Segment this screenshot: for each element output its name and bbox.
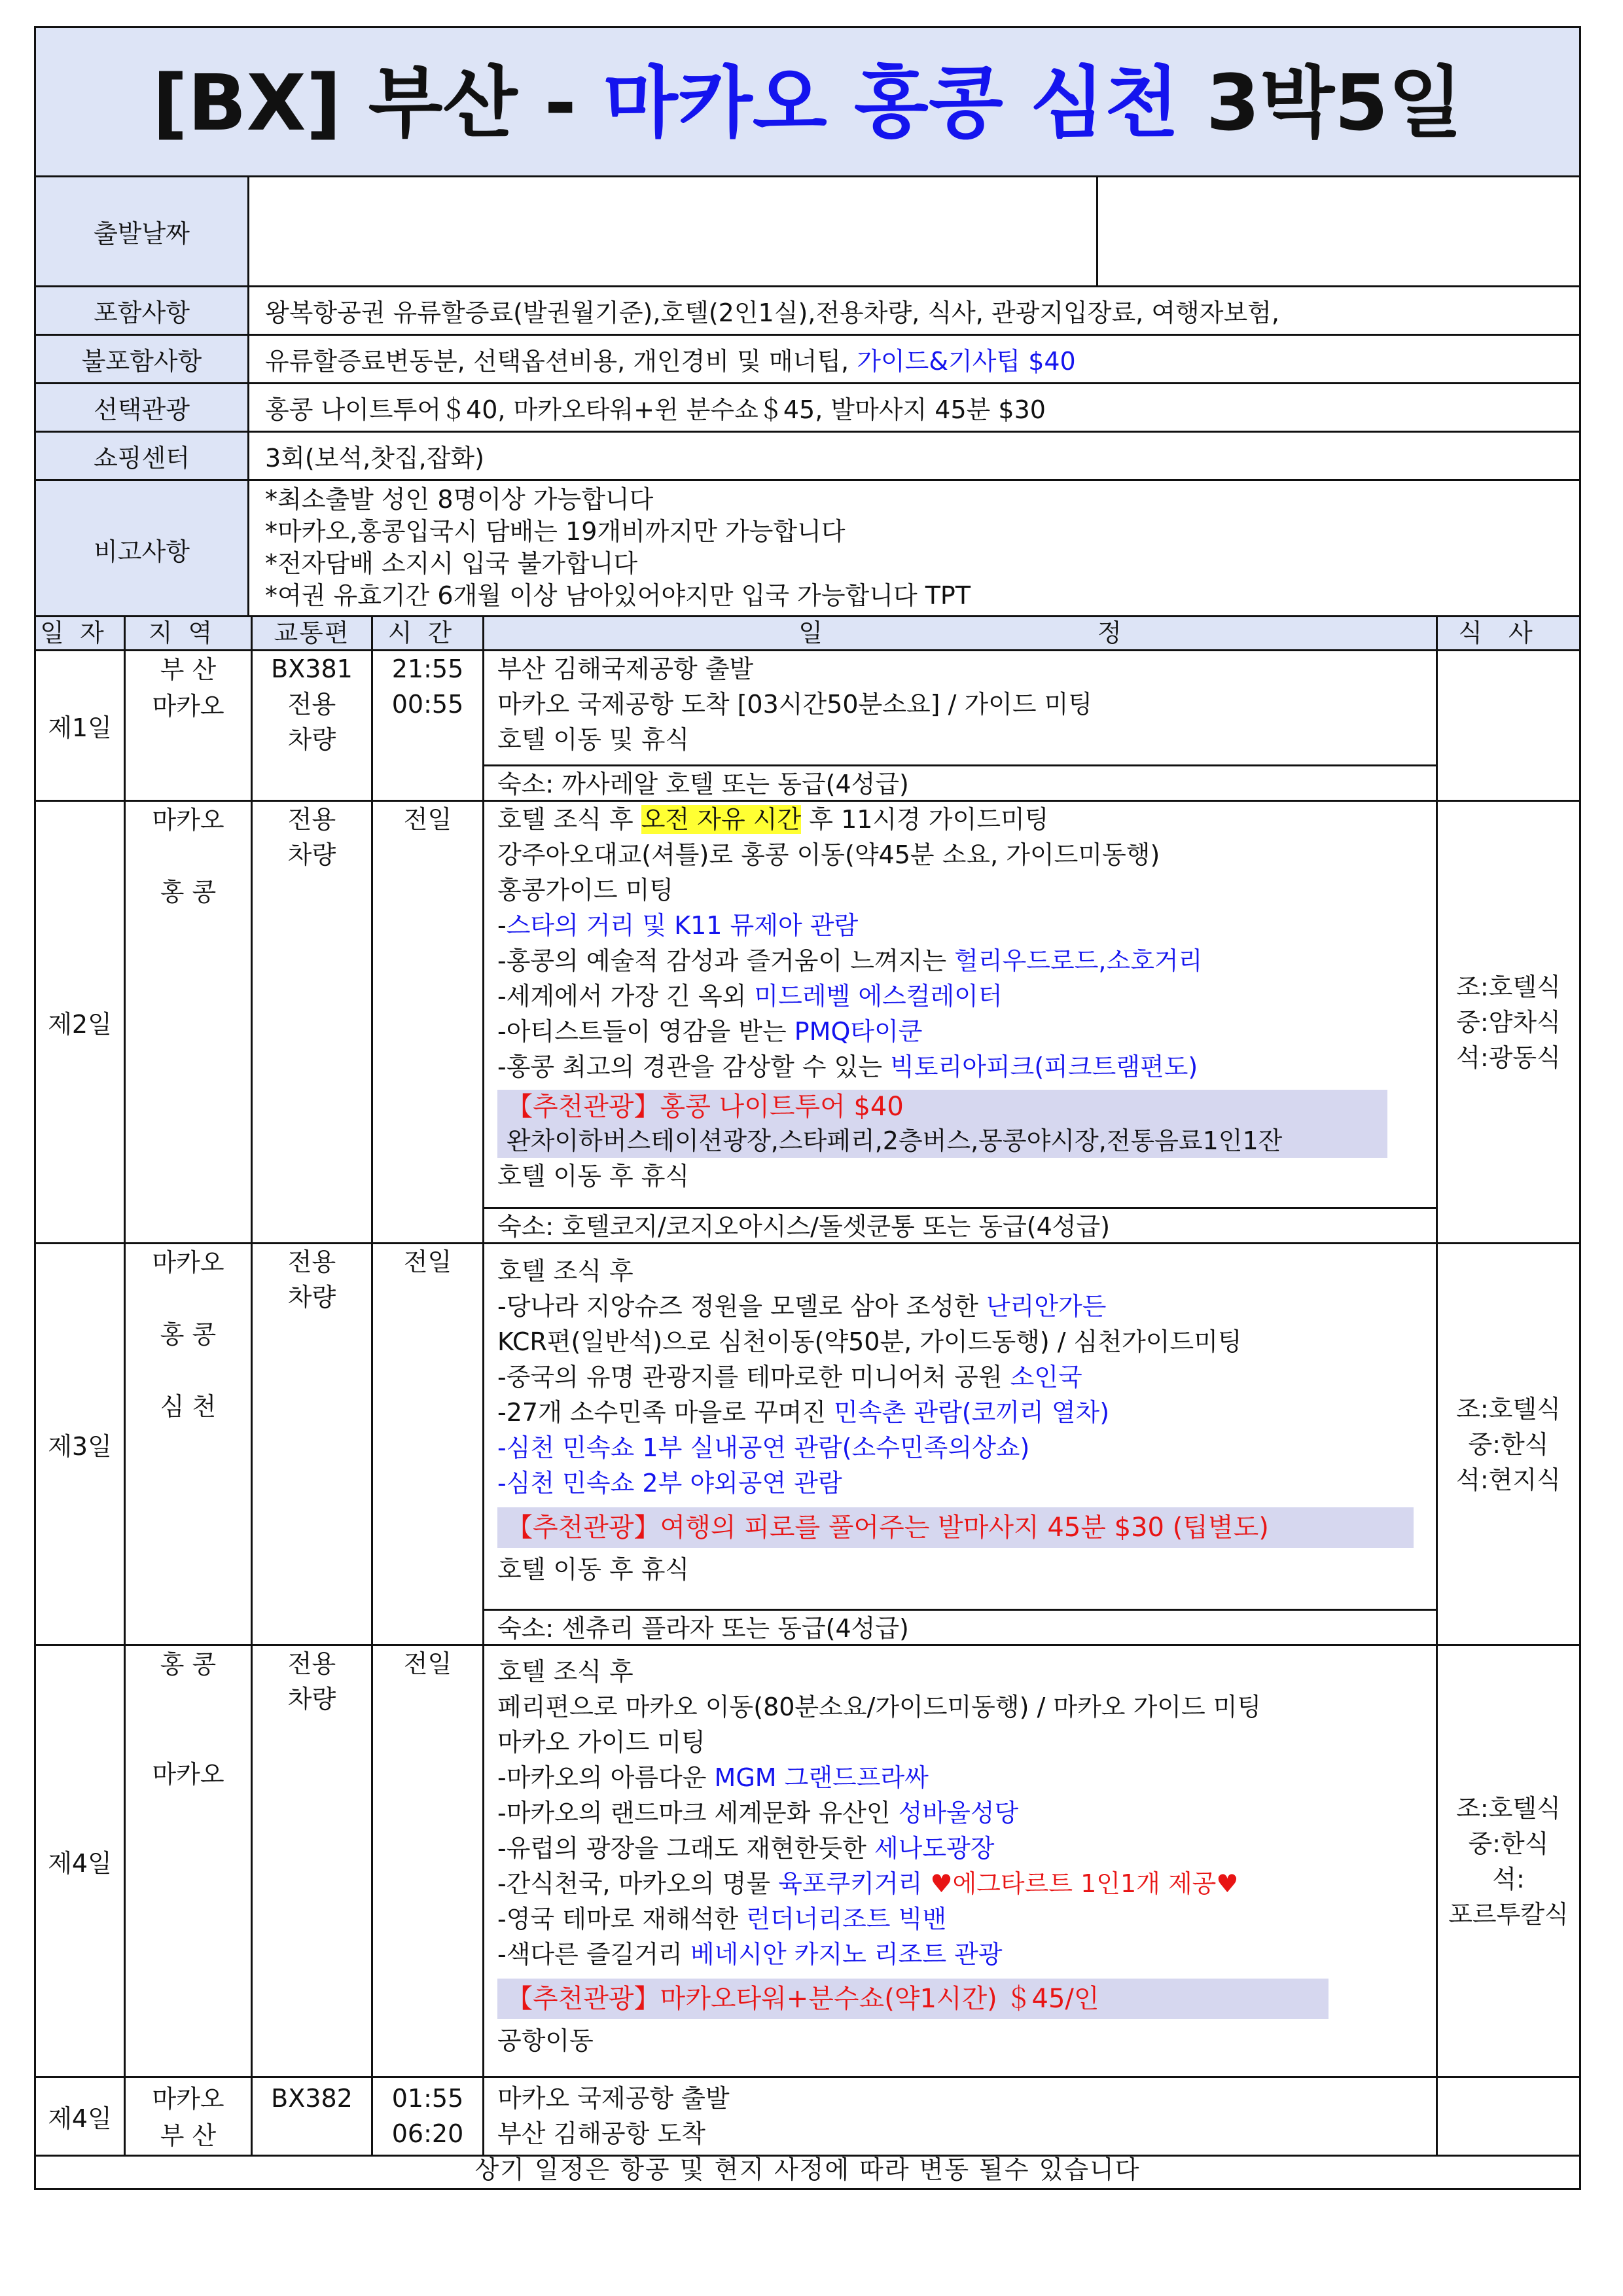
day4-label: 제4일: [36, 1646, 126, 2076]
shopping-value: 3회(보석,찻집,잡화): [265, 444, 484, 473]
day2-recommended-tour: 【추천관광】홍콩 나이트투어 $40 완차이하버스테이션광장,스타페리,2층버스,몽콩야시장,전통음료1인1잔: [497, 1090, 1387, 1158]
day3-time: 전일: [373, 1244, 484, 1644]
schedule-header: [36, 615, 1579, 651]
day3-hotel: 숙소: 센츄리 플라자 또는 동급(4성급): [484, 1609, 1436, 1644]
day2-time: 전일: [373, 802, 484, 1242]
notes-label: 비고사항: [36, 481, 249, 617]
excluded-row: [36, 336, 1579, 384]
header-region: 지역: [126, 617, 253, 649]
header-day: 일자: [36, 617, 126, 649]
day4-recommended-tour: 【추천관광】마카오타워+분수쇼(약1시간) ＄45/인: [497, 1979, 1329, 2019]
day5-time: 01:55 06:20: [373, 2078, 484, 2155]
notes-list: [265, 481, 1573, 617]
note-item: *마카오,홍콩입국시 담배는 19개비까지만 가능합니다: [265, 517, 846, 546]
day1-meal: [1438, 651, 1579, 800]
day5-schedule: 마카오 국제공항 출발 부산 김해공항 도착: [484, 2078, 1438, 2155]
day5-transport: BX382: [253, 2078, 373, 2155]
day4-region: 홍 콩 마카오: [126, 1646, 253, 2076]
day1-region: 부 산 마카오: [126, 651, 253, 800]
page-title: [BX] 부산 - 마카오 홍콩 심천 3박5일: [36, 28, 1579, 177]
header-transport: 교통편: [253, 617, 373, 649]
day4-meal: 조:호텔식 중:한식 석: 포르투칼식: [1448, 1793, 1569, 1929]
day5-region: 마카오 부 산: [126, 2078, 253, 2155]
day3-row: [36, 1244, 1579, 1646]
shopping-row: [36, 433, 1579, 481]
included-label: 포함사항: [36, 287, 249, 334]
itinerary-sheet: [34, 26, 1581, 2190]
guide-tip: 가이드&기사팁 $40: [857, 347, 1076, 376]
day2-label: 제2일: [36, 802, 126, 1242]
day3-recommended-tour: 【추천관광】여행의 피로를 풀어주는 발마사지 45분 $30 (팁별도): [497, 1507, 1414, 1548]
day2-meal: 조:호텔식 중:얌차식 석:광동식: [1456, 972, 1561, 1072]
day5-meal: [1438, 2078, 1579, 2155]
excluded-label: 불포함사항: [36, 336, 249, 382]
day4-transport: 전용 차량: [253, 1646, 373, 2076]
notes-row: [36, 481, 1579, 617]
day2-hotel: 숙소: 호텔코지/코지오아시스/돌셋쿤통 또는 동급(4성급): [484, 1207, 1436, 1242]
included-value: 왕복항공권 유류할증료(발권월기준),호텔(2인1실),전용차량, 식사, 관광지입장료, 여행자보험,: [265, 298, 1279, 327]
departure-divider: [1096, 177, 1098, 285]
day2-transport: 전용 차량: [253, 802, 373, 1242]
included-row: [36, 287, 1579, 336]
departure-date-cell[interactable]: [36, 177, 1579, 285]
day1-schedule: 부산 김해국제공항 출발 마카오 국제공항 도착 [03시간50분소요] / 가이드 미팅 호텔 이동 및 휴식 숙소: 까사레알 호텔 또는 동급(4성급): [484, 651, 1438, 800]
day2-region: 마카오 홍 콩: [126, 802, 253, 1242]
day2-schedule: 호텔 조식 후 오전 자유 시간 후 11시경 가이드미팅 강주아오대교(셔틀)로 홍콩 이동(약45분 소요, 가이드미동행) 홍콩가이드 미팅 -스타의 거리 및 K11 뮤제아 관람 -홍콩의 예술적 감성과 즐거움이 느껴지는 헐리우드로드,소호거리 -세계에서 가장 긴 옥외 미드레벨 에스컬레이터 -아티스트들이 영감을 받는 PMQ타이쿤 -홍콩 최고의 경관을 감상할 수 있는 빅토리아피크(피크트램편도) 【추천관광】홍콩 나이트투어 $40 완차이하버스테이션광장,스타페리,2층버스,몽콩야시장,전통음료1인1잔 호텔 이동 후 휴식 숙소: 호텔코지/코지오아시스/돌셋쿤통 또는 동급(4성급): [484, 802, 1438, 1242]
day3-meal: 조:호텔식 중:한식 석:현지식: [1456, 1394, 1561, 1494]
header-meal: 식사: [1458, 619, 1559, 647]
note-item: *최소출발 성인 8명이상 가능합니다: [265, 485, 654, 514]
departure-label: 출발날짜: [36, 177, 249, 285]
day3-schedule: 호텔 조식 후 -당나라 지앙슈즈 정원을 모델로 삼아 조성한 난리안가든 KCR편(일반석)으로 심천이동(약50분, 가이드동행) / 심천가이드미팅 -중국의 유명 관광지를 테마로한 미니어처 공원 소인국 -27개 소수민족 마을로 꾸며진 민속촌 관람(코끼리 열차) -심천 민속쇼 1부 실내공연 관람(소수민족의상쇼) -심천 민속쇼 2부 야외공연 관람 【추천관광】여행의 피로를 풀어주는 발마사지 45분 $30 (팁별도) 호텔 이동 후 휴식 숙소: 센츄리 플라자 또는 동급(4성급): [484, 1244, 1438, 1644]
day1-transport: BX381 전용 차량: [253, 651, 373, 800]
shopping-label: 쇼핑센터: [36, 433, 249, 479]
optional-value: 홍콩 나이트투어＄40, 마카오타워+윈 분수쇼＄45, 발마사지 45분 $30: [265, 395, 1046, 424]
day5-row: [36, 2078, 1579, 2157]
departure-row: [36, 177, 1579, 287]
footer-disclaimer: 상기 일정은 항공 및 현지 사정에 따라 변동 될수 있습니다: [474, 2155, 1141, 2184]
day4-schedule: 호텔 조식 후 페리편으로 마카오 이동(80분소요/가이드미동행) / 마카오 가이드 미팅 마카오 가이드 미팅 -마카오의 아름다운 MGM 그랜드프라싸 -마카오의 랜드마크 세계문화 유산인 성바울성당 -유럽의 광장을 그래도 재현한듯한 세나도광장 -간식천국, 마카오의 명물 육포쿠키거리 ♥에그타르트 1인1개 제공♥ -영국 테마로 재해석한 런더너리조트 빅밴 -색다른 즐길거리 베네시안 카지노 리조트 관광 【추천관광】마카오타워+분수쇼(약1시간) ＄45/인 공항이동: [484, 1646, 1438, 2076]
optional-row: [36, 384, 1579, 433]
day2-row: [36, 802, 1579, 1244]
day4-time: 전일: [373, 1646, 484, 2076]
day1-hotel: 숙소: 까사레알 호텔 또는 동급(4성급): [484, 764, 1436, 800]
optional-label: 선택관광: [36, 384, 249, 431]
day4-row: [36, 1646, 1579, 2078]
note-item: *여권 유효기간 6개월 이상 남아있어야지만 입국 가능합니다 TPT: [265, 581, 971, 610]
day3-transport: 전용 차량: [253, 1244, 373, 1644]
day1-row: [36, 651, 1579, 802]
day1-label: 제1일: [36, 651, 126, 800]
note-item: *전자담배 소지시 입국 불가합니다: [265, 549, 638, 578]
day1-time: 21:55 00:55: [373, 651, 484, 800]
day5-label: 제4일: [36, 2078, 126, 2155]
header-schedule: 일정: [484, 617, 1438, 649]
day3-region: 마카오 홍 콩 심 천: [126, 1244, 253, 1644]
day3-label: 제3일: [36, 1244, 126, 1644]
free-time-highlight: 오전 자유 시간: [641, 805, 802, 834]
header-time: 시간: [373, 617, 484, 649]
excluded-value: 유류할증료변동분, 선택옵션비용, 개인경비 및 매너팁, 가이드&기사팁 $40: [265, 336, 1573, 382]
